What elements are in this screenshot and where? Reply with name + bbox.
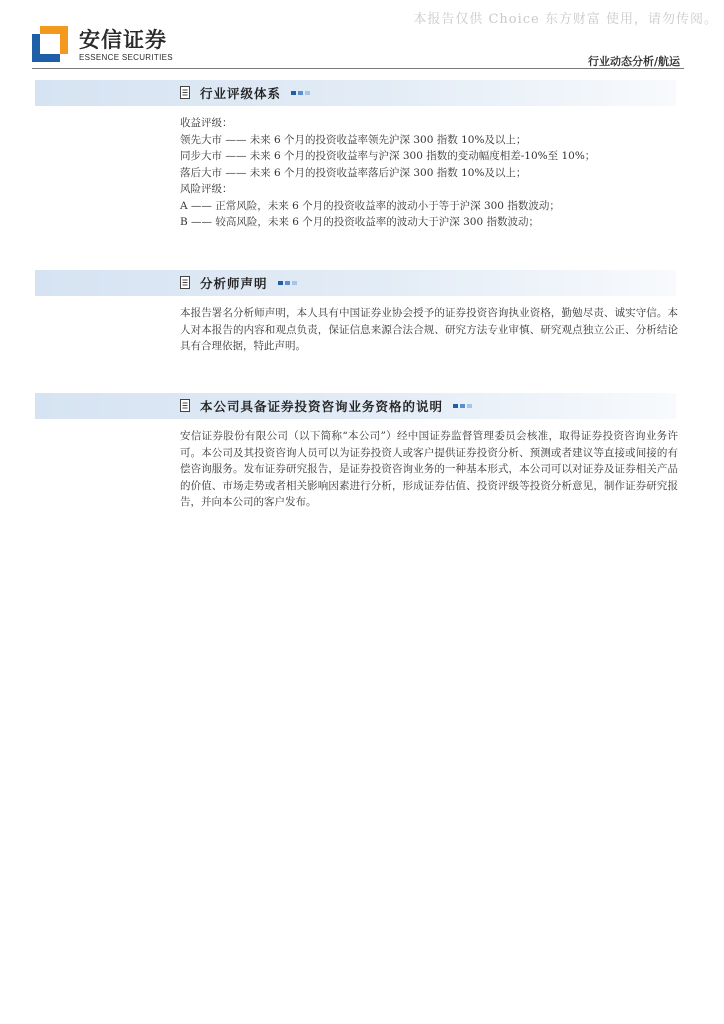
rating-line: 落后大市 —— 未来 6 个月的投资收益率落后沪深 300 指数 10%及以上； — [180, 166, 527, 179]
rating-line: 风险评级： — [180, 183, 233, 195]
document-icon — [180, 399, 192, 413]
document-icon — [180, 276, 192, 290]
section-header-analyst-statement — [35, 270, 676, 296]
decorative-squares-icon — [453, 404, 474, 408]
brand-logo — [32, 26, 182, 66]
brand-name-cn: 安信证券 — [79, 28, 167, 52]
company-qualification-paragraph: 安信证券股份有限公司（以下简称“本公司”）经中国证券监督管理委员会核准，取得证券投资咨询业务许可。本公司及其投资咨询人员可以为证券投资人或客户提供证券投资分析、预测或者建议等直接或间接的有偿咨询服务。发布证券研究报告，是证券投资咨询业务的一种基本形式，本公司可以对证券及证券相关产品的价值、市场走势或者相关影响因素进行分析，形成证券估值、投资评级等投资分析意见，制作证券研究报告，并向本公司的客户发布。 — [180, 430, 678, 508]
rating-system-body — [180, 115, 678, 231]
rating-line: 同步大市 —— 未来 6 个月的投资收益率与沪深 300 指数的变动幅度相差-10%至 10%； — [180, 150, 596, 162]
analyst-statement-body — [180, 305, 678, 355]
rating-line: B —— 较高风险，未来 6 个月的投资收益率的波动大于沪深 300 指数波动； — [180, 216, 539, 228]
section-header-rating-system — [35, 80, 676, 106]
header-divider — [32, 68, 684, 69]
decorative-squares-icon — [291, 91, 312, 95]
report-type-label: 行业动态分析/航运 — [587, 55, 680, 68]
rating-line: 收益评级： — [180, 117, 233, 129]
section-title: 本公司具备证券投资咨询业务资格的说明 — [200, 399, 444, 414]
decorative-squares-icon — [278, 281, 299, 285]
rating-line: 领先大市 —— 未来 6 个月的投资收益率领先沪深 300 指数 10%及以上； — [180, 133, 527, 146]
analyst-statement-paragraph: 本报告署名分析师声明，本人具有中国证券业协会授予的证券投资咨询执业资格，勤勉尽责、诚实守信。本人对本报告的内容和观点负责，保证信息来源合法合规、研究方法专业审慎、研究观点独立公正、分析结论具有合理依据，特此声明。 — [180, 307, 678, 352]
brand-name-en: ESSENCE SECURITIES — [79, 53, 173, 62]
section-header-company-qualification — [35, 393, 676, 419]
logo-mark-icon — [32, 26, 68, 62]
document-icon — [180, 86, 192, 100]
rating-line: A —— 正常风险，未来 6 个月的投资收益率的波动小于等于沪深 300 指数波动； — [180, 199, 560, 212]
company-qualification-body — [180, 428, 678, 511]
section-title: 分析师声明 — [200, 276, 268, 291]
section-title: 行业评级体系 — [200, 86, 282, 101]
watermark: 本报告仅供 Choice 东方财富 使用，请勿传阅。 — [413, 12, 718, 27]
